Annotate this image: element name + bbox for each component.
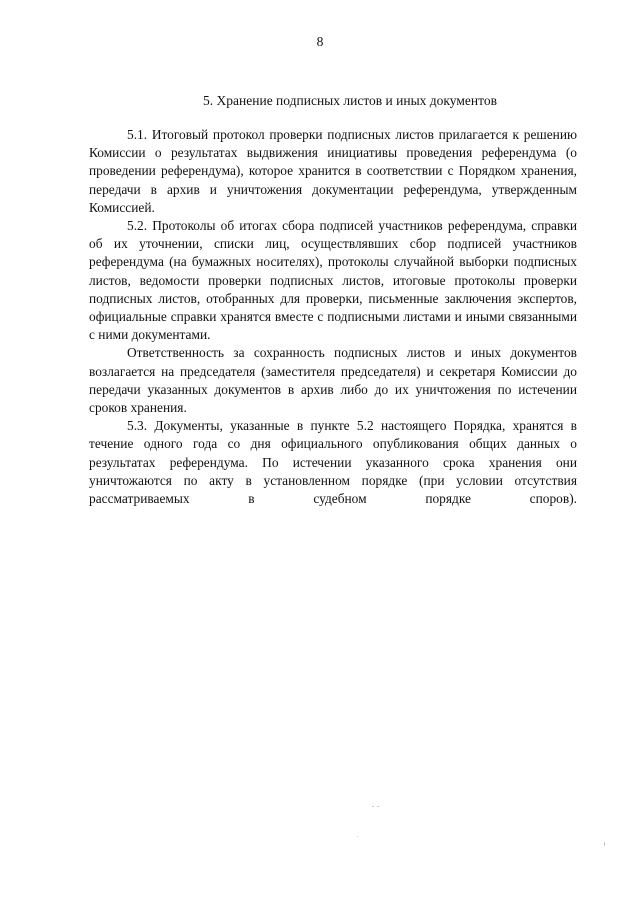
scan-speck [604, 842, 605, 846]
scan-speck [357, 836, 358, 837]
body-text [89, 126, 577, 508]
paragraph-5-3: 5.3. Документы, указанные в пункте 5.2 настоящего Порядка, хранятся в течение одного года со дня официального опубликования общих данных о результатах референдума. По истечении указанного срока хранения они уничтожаются по акту в установленном порядке (при условии отсутствия рассматриваемых в судебном порядке споров). [89, 418, 577, 507]
scan-speck [377, 806, 379, 807]
paragraph-responsibility: Ответственность за сохранность подписных листов и иных документов возлагается на председателя (заместителя председателя) и секретаря Комиссии до передачи указанных документов в архив либо до их уничтожения по истечении сроков хранения. [89, 345, 577, 416]
scan-speck [372, 806, 374, 807]
paragraph-5-1: 5.1. Итоговый протокол проверки подписных листов прилагается к решению Комиссии о результатах выдвижения инициативы проведения референдума (о проведении референдума), которое хранится в соответствии с Порядком хранения, передачи в архив и уничтожения документации референдума, утвержденным Комиссией. [89, 127, 577, 215]
section-title: 5. Хранение подписных листов и иных документов [203, 93, 497, 108]
page-number: 8 [316, 34, 324, 49]
paragraph-5-2: 5.2. Протоколы об итогах сбора подписей участников референдума, справки об их уточнении, списки лиц, осуществлявших сбор подписей участников референдума (на бумажных носителях), протоколы случайной выборки подписных листов, ведомости проверки подписных листов, итоговые протоколы проверки подписных листов, отобранных для проверки, письменные заключения экспертов, официальные справки хранятся вместе с подписными листами и иными связанными с ними документами. [89, 218, 577, 343]
